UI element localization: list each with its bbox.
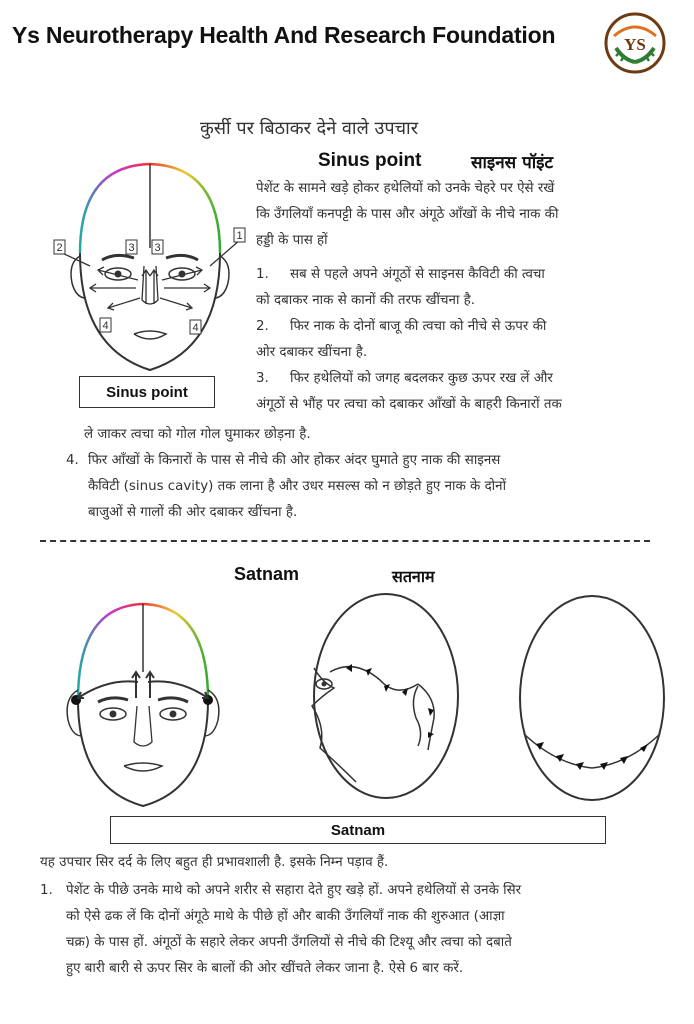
satnam-head-side-illustration [300,588,460,808]
satnam-caption-box: Satnam [110,816,606,844]
list-item [66,448,506,474]
text-line: को ऐसे ढक लें कि दोनों अंगूठे माथे के पीछे हों और बाकी उँगलियाँ नाक की शुरुआत (आज्ञा [66,909,505,924]
step-number: 1. [40,883,53,898]
sinus-steps-list [256,262,562,418]
figure-label: 3 [154,242,161,254]
satnam-intro: यह उपचार सिर दर्द के लिए बहुत ही प्रभावशाली है. इसके निम्न पड़ाव हैं. [40,855,389,870]
text-line: अंगूठों से भौंह पर त्वचा को दबाकर आँखों के बाहरी किनारों तक [256,397,562,412]
sinus-title-hindi: साइनस पॉइंट [471,153,554,173]
ys-foundation-logo-icon [604,12,666,74]
sinus-step4 [66,448,506,526]
text-line: फिर आँखों के किनारों के पास से नीचे की ओर होकर अंदर घुमाते हुए नाक की साइनस [88,453,501,468]
satnam-head-back-illustration [516,592,668,804]
list-item [256,262,562,288]
step-number: 3. [256,371,269,386]
text-line: ओर दबाकर खींचना है. [256,345,368,360]
text-line: फिर नाक के दोनों बाजू की त्वचा को नीचे से ऊपर की [290,319,547,334]
satnam-step1 [40,878,521,982]
section-heading: कुर्सी पर बिठाकर देने वाले उपचार [200,118,419,139]
figure-label: 3 [128,242,135,254]
figure-label: 1 [236,230,243,242]
text-line: पेशेंट के पीछे उनके माथे को अपने शरीर से सहारा देते हुए खड़े हों. अपने हथेलियों से उनके सिर [66,883,522,898]
logo-text: YS [624,35,646,54]
text-line: फिर हथेलियों को जगह बदलकर कुछ ऊपर रख लें और [290,371,553,386]
satnam-face-front-illustration [48,590,238,812]
list-item [256,314,562,340]
text-line: को दबाकर नाक से कानों की तरफ खींचना है. [256,293,476,308]
step-number: 1. [256,267,269,282]
sinus-title-english: Sinus point [318,150,422,171]
text-line: कैविटी (sinus cavity) तक लाना है और उधर मसल्स को न छोड़ते हुए नाक के दोनों [88,479,507,494]
list-item [256,366,562,392]
text-line: चक्र) के पास हों. अंगूठों के सहारे लेकर अपनी उँगलियों से नीचे की टिश्यू और त्वचा को दबाते [66,935,512,950]
sinus-intro-paragraph [256,176,558,254]
step-number: 2. [256,319,269,334]
text-line: कि उँगलियाँ कनपट्टी के पास और अंगूठे आँखों के नीचे नाक की [256,207,559,222]
figure-label: 4 [192,322,199,334]
text-line: हुए बारी बारी से ऊपर सिर के बालों की ओर खींचते लेकर जाना है. ऐसे 6 बार करें. [66,961,464,976]
page-title: Ys Neurotherapy Health And Research Foundation [12,22,556,48]
figure-label: 4 [102,320,109,332]
figure-label: 2 [56,242,63,254]
sinus-step3-continuation: ले जाकर त्वचा को गोल गोल घुमाकर छोड़ना है. [84,427,311,442]
text-line: सब से पहले अपने अंगूठों से साइनस कैविटी की त्वचा [290,267,545,282]
step-number: 4. [66,453,79,468]
text-line: पेशेंट के सामने खड़े होकर हथेलियों को उनके चेहरे पर ऐसे रखें [256,181,555,196]
sinus-face-illustration [50,148,250,380]
section-divider [40,540,650,542]
satnam-title-hindi: सतनाम [392,567,435,586]
sinus-caption-box: Sinus point [79,376,215,408]
text-line: बाजुओं से गालों की ओर दबाकर खींचना है. [88,505,298,520]
list-item [40,878,521,904]
satnam-title-english: Satnam [234,564,300,584]
text-line: हड्डी के पास हों [256,233,328,248]
